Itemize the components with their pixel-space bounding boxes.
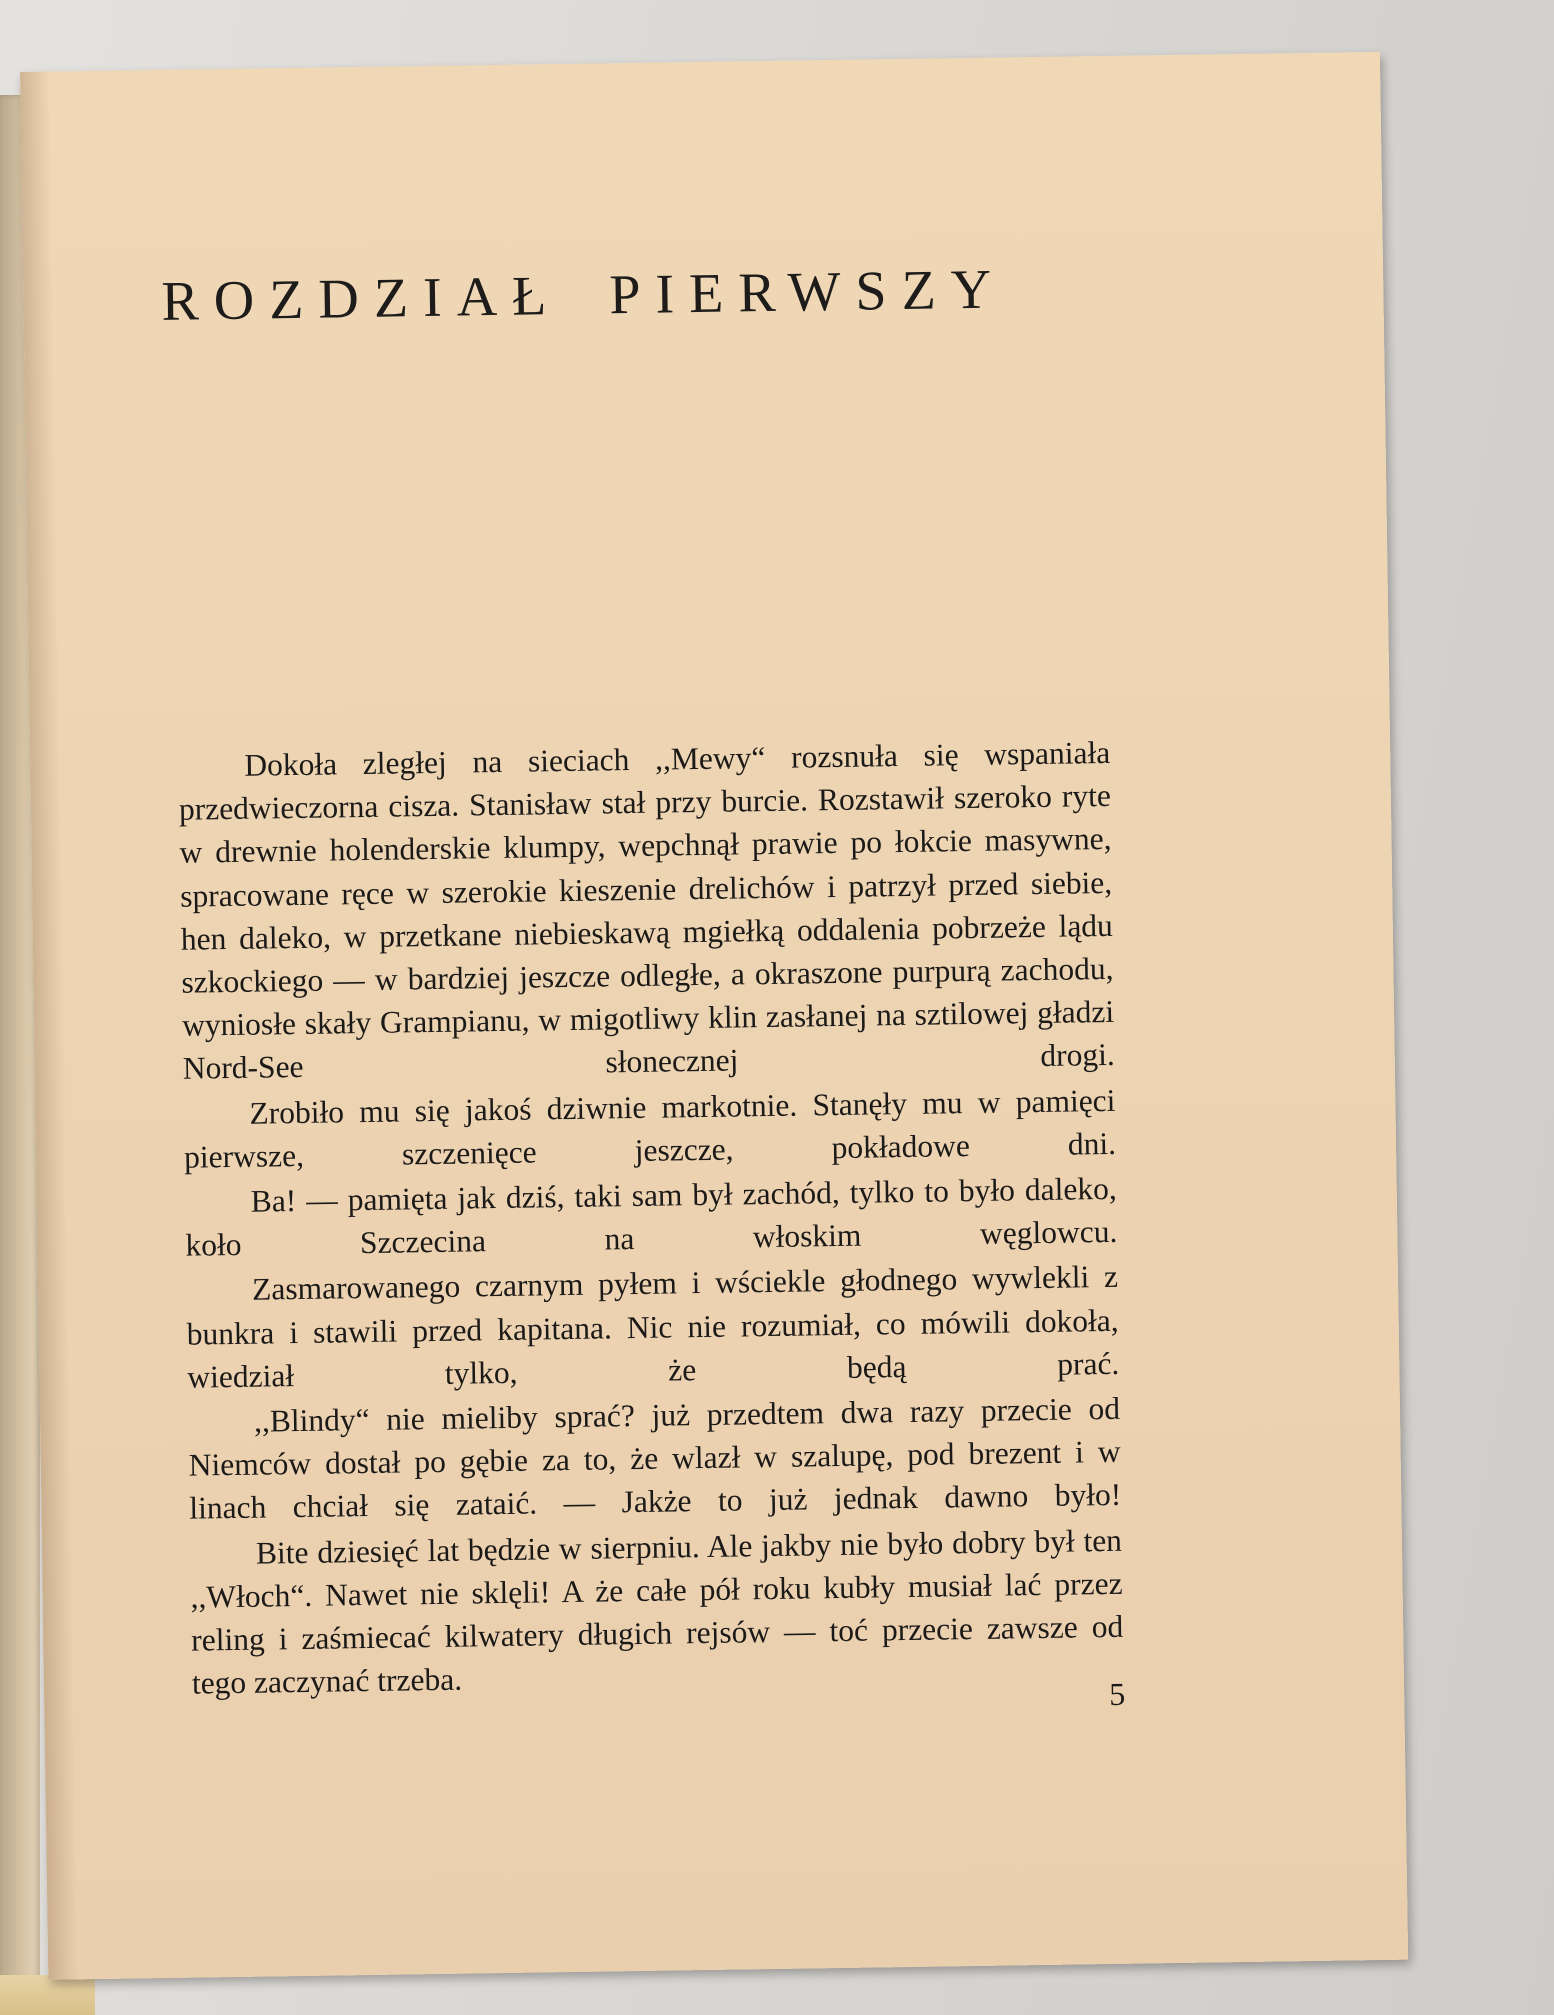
chapter-body (178, 731, 1124, 1707)
paragraph-3: Ba! — pamięta jak dziś, taki sam był zachód, tylko to było daleko, koło Szczecina na włoskim węglowcu. (185, 1170, 1118, 1263)
paragraph-5: ,,Blindy“ nie mieliby sprać? już przedtem dwa razy przecie od Niemców dostał po gębie za to, że wlazł w szalupę, pod brezent i w linach chciał się zataić. — Jakże to już jednak dawno było! (188, 1390, 1122, 1527)
page-number: 5 (1108, 1675, 1126, 1713)
chapter-title (161, 257, 1007, 334)
paragraph-2: Zrobiło mu się jakoś dziwnie markotnie. Stanęły mu w pamięci pierwsze, szczenięce jeszcze, pokładowe dni. (183, 1082, 1117, 1175)
book-cover-edge (0, 1975, 95, 2015)
paragraph-1: Dokoła zległej na sieciach ,,Mewy“ rozsnuła się wspaniała przedwieczorna cisza. Stanisław stał przy burcie. Rozstawił szeroko ryte w drewnie holenderskie klumpy, wepchnął prawie po łokcie masywne, spracowane ręce w szerokie kieszenie drelichów i patrzył przed siebie, hen daleko, w przetkane niebieskawą mgiełką oddalenia pobrzeże lądu szkockiego — w bardziej jeszcze odległe, a okraszone purpurą zachodu, wyniosłe skały Grampianu, w migotliwy klin zasłanej na sztilowej gładzi Nord-See słonecznej drogi. (178, 734, 1115, 1087)
paragraph-4: Zasmarowanego czarnym pyłem i wściekle głodnego wywlekli z bunkra i stawili przed kapitana. Nic nie rozumiał, co mówili dokoła, wiedział tylko, że będą prać. (186, 1259, 1120, 1395)
paragraph-6: Bite dziesięć lat będzie w sierpniu. Ale jakby nie było dobry był ten ,,Włoch“. Nawet nie sklęli! A że całe pół roku kubły musiał lać przez reling i zaśmiecać kilwatery długich rejsów — toć przecie zawsze od tego zaczynać trzeba. (190, 1522, 1124, 1701)
chapter-title-word-2: PIERWSZY (608, 258, 1007, 327)
book-page (20, 52, 1408, 1980)
chapter-title-word-1: ROZDZIAŁ (160, 264, 562, 333)
